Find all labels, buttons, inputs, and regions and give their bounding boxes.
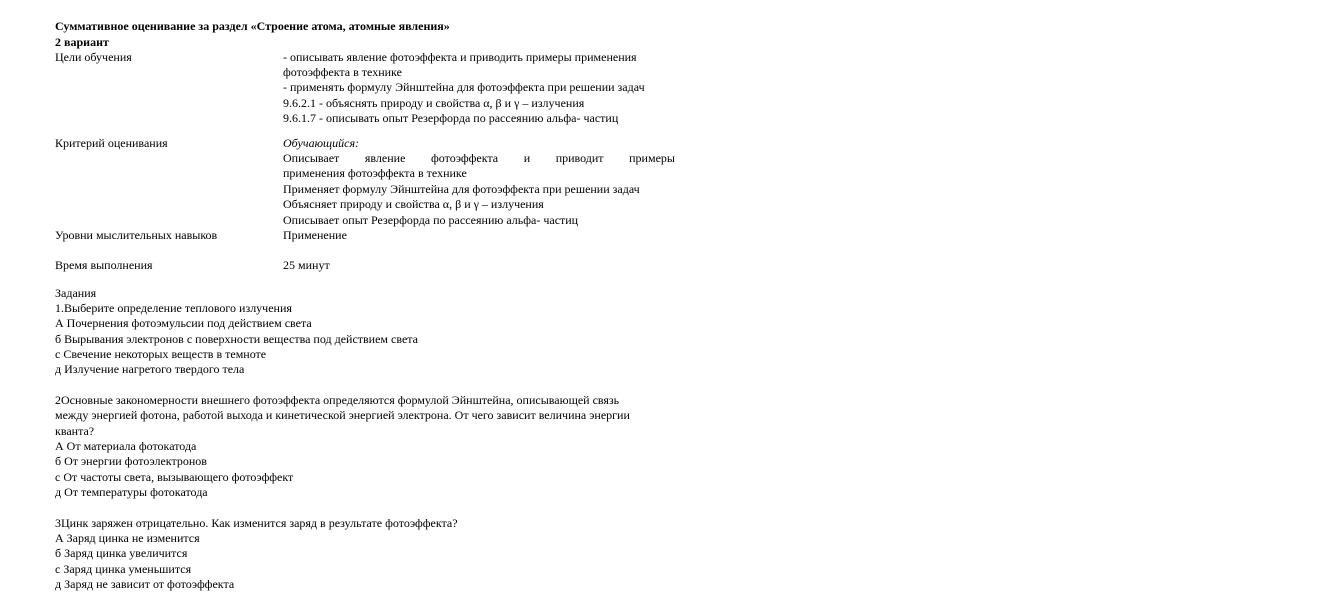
answer-option: с Свечение некоторых веществ в темноте [55,347,267,361]
question-3: 3Цинк заряжен отрицательно. Как изменится заряд в результате фотоэффекта? [55,516,458,530]
levels-label: Уровни мыслительных навыков [55,228,218,242]
criteria-word: и [523,151,531,165]
goal-line: 9.6.2.1 - объяснять природу и свойства α, β и γ – излучения [283,96,585,110]
tasks-heading: Задания [55,286,97,300]
criteria-justified-line [283,151,675,166]
goal-line: 9.6.1.7 - описывать опыт Резерфорда по рассеянию альфа- частиц [283,111,619,125]
levels-value: Применение [283,228,347,242]
answer-option: А Почернения фотоэмульсии под действием света [55,316,312,330]
criteria-word: фотоэффекта [430,151,499,165]
question-1: 1.Выберите определение теплового излучения [55,301,292,315]
criteria-label: Критерий оценивания [55,136,168,150]
variant-label: 2 вариант [55,35,109,49]
criteria-line: Объясняет природу и свойства α, β и γ – излучения [283,197,544,211]
answer-option: б Вырывания электронов с поверхности вещества под действием света [55,332,418,346]
answer-option: с От частоты света, вызывающего фотоэффект [55,470,294,484]
document-title: Суммативное оценивание за раздел «Строение атома, атомные явления» [55,19,450,33]
answer-option: б От энергии фотоэлектронов [55,454,207,468]
answer-option: А Заряд цинка не изменится [55,531,200,545]
goal-line: фотоэффекта в технике [283,65,402,79]
answer-option: д Излучение нагретого твердого тела [55,362,245,376]
criteria-word: примеры [629,151,675,165]
answer-option: д Заряд не зависит от фотоэффекта [55,577,235,591]
question-2-line: между энергией фотона, работой выхода и кинетической энергией электрона. От чего зависит величина энергии [55,408,630,422]
question-2-line: 2Основные закономерности внешнего фотоэффекта определяются формулой Эйнштейна, описывающей связь [55,393,620,407]
time-value: 25 минут [283,258,330,272]
question-2-line: кванта? [55,424,95,438]
criteria-line: Описывает опыт Резерфорда по рассеянию альфа- частиц [283,213,579,227]
criteria-word: приводит [555,151,604,165]
criteria-word: явление [364,151,406,165]
criteria-line: применения фотоэффекта в технике [283,166,467,180]
goal-line: - описывать явление фотоэффекта и приводить примеры применения [283,50,637,64]
answer-option: б Заряд цинка увеличится [55,546,188,560]
goals-label: Цели обучения [55,50,132,64]
answer-option: д От температуры фотокатода [55,485,208,499]
criteria-word: Описывает [283,151,340,165]
criteria-line: Применяет формулу Эйнштейна для фотоэффекта при решении задач [283,182,640,196]
goal-line: - применять формулу Эйнштейна для фотоэффекта при решении задач [283,80,645,94]
time-label: Время выполнения [55,258,153,272]
answer-option: А От материала фотокатода [55,439,197,453]
criteria-intro: Обучающийся: [283,136,360,150]
answer-option: с Заряд цинка уменьшится [55,562,192,576]
